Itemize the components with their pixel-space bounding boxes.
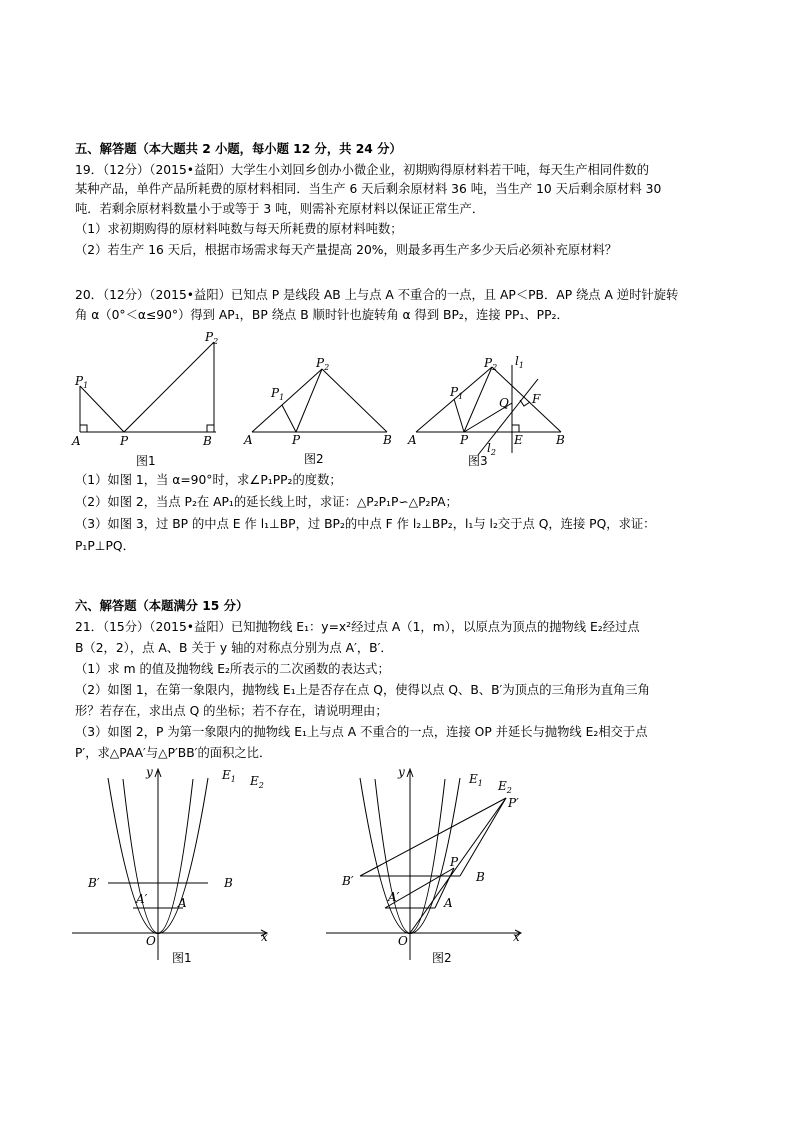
q21-fig1-label-e1: E	[222, 768, 231, 782]
q20-part-2: （2）如图 2，当点 P₂在 AP₁的延长线上时，求证：△P₂P₁P∽△P₂PA；	[75, 495, 458, 509]
q21-fig1-label-b: B	[224, 876, 233, 890]
svg-text:l2: $l_2$	[487, 441, 496, 457]
q21-fig2-label-a-prime: A′	[388, 890, 400, 904]
q21-fig1-label-a: A	[178, 896, 187, 910]
svg-text:P1: $P_1$	[450, 385, 464, 401]
section-6-title: 六、解答题（本题满分 15 分）	[75, 599, 249, 613]
fig1-caption: 图1	[136, 454, 156, 468]
q21-fig2-label-p-prime: P′	[508, 796, 519, 810]
q21-part-3: （3）如图 2，P 为第一象限内的抛物线 E₁上与点 A 不重合的一点，连接 OP 并延长与抛物线 E₂相交于点	[75, 725, 648, 739]
q19-part-1: （1）求初期购得的原材料吨数与每天所耗费的原材料吨数；	[75, 222, 403, 236]
q21-part-3-cont: P′，求△PAA′与△P′BB′的面积之比．	[75, 746, 272, 760]
svg-text:P2: $P_2$	[205, 330, 219, 346]
fig3-label-f: F	[532, 392, 541, 406]
fig1-label-b: B	[203, 434, 212, 448]
q21-fig1-label-e2: E	[250, 774, 259, 788]
svg-text:E1: $E_1$	[469, 772, 483, 788]
q20-figure-3	[406, 355, 576, 473]
q21-fig1-caption: 图1	[172, 951, 192, 965]
svg-text:l1: $l_1$	[515, 354, 524, 370]
fig1-label-p1: P	[75, 374, 84, 388]
q21-fig1-label-a-prime: A′	[136, 892, 148, 906]
q19-part-2: （2）若生产 16 天后，根据市场需求每天产量提高 20%，则最多再生产多少天后必须补充原材料？	[75, 243, 618, 257]
section-5-title: 五、解答题（本大题共 2 小题，每小题 12 分，共 24 分）	[75, 142, 402, 156]
q21-fig2-label-b: B	[476, 870, 485, 884]
fig3-caption: 图3	[468, 454, 488, 468]
q21-line-1: 21．（15分）（2015•益阳）已知抛物线 E₁：y=x²经过点 A（1，m），以原点为顶点的抛物线 E₂经过点	[75, 620, 640, 634]
fig2-label-p2: P	[316, 356, 325, 370]
q20-figure-1	[68, 328, 233, 473]
fig2-label-p: P	[292, 433, 301, 447]
q21-line-2: B（2，2），点 A、B 关于 y 轴的对称点分别为点 A′，B′．	[75, 641, 393, 655]
fig2-label-p1: P	[271, 386, 280, 400]
q21-figure-1	[68, 765, 283, 970]
q21-fig2-label-e1: E	[469, 772, 478, 786]
fig2-label-a: A	[244, 433, 253, 447]
q21-fig1-label-o: O	[146, 934, 156, 948]
svg-text:P2: $P_2$	[484, 356, 498, 372]
svg-text:P1: $P_1$	[271, 386, 285, 402]
q20-line-1: 20．（12分）（2015•益阳）已知点 P 是线段 AB 上与点 A 不重合的一点，且 AP＜PB．AP 绕点 A 逆时针旋转	[75, 288, 679, 302]
q21-fig2-label-x: x	[513, 930, 520, 944]
fig1-label-p2: P	[205, 330, 214, 344]
fig3-label-l2: l	[487, 441, 491, 455]
fig1-label-a: A	[72, 434, 81, 448]
q19-line-2: 某种产品，单件产品所耗费的原材料相同．当生产 6 天后剩余原材料 36 吨，当生产 10 天后剩余原材料 30	[75, 182, 662, 196]
q20-part-1: （1）如图 1，当 α=90°时，求∠P₁PP₂的度数；	[75, 473, 342, 487]
fig3-label-p1: P	[450, 385, 459, 399]
q21-part-1: （1）求 m 的值及抛物线 E₂所表示的二次函数的表达式；	[75, 662, 390, 676]
q21-fig1-label-x: x	[261, 930, 268, 944]
q21-fig1-label-b-prime: B′	[88, 876, 100, 890]
fig2-label-b: B	[383, 433, 392, 447]
fig3-label-e: E	[514, 433, 523, 447]
q21-fig2-label-p: P	[450, 855, 459, 869]
q21-fig2-caption: 图2	[432, 951, 452, 965]
q21-fig2-label-o: O	[398, 934, 408, 948]
q20-figure-2	[242, 355, 402, 473]
svg-text:E1: $E_1$	[222, 768, 236, 784]
fig3-label-b: B	[556, 433, 565, 447]
fig3-label-l1: l	[515, 354, 519, 368]
q20-part-3-cont: P₁P⊥PQ．	[75, 539, 135, 553]
fig2-caption: 图2	[304, 452, 324, 466]
q19-line-3: 吨．若剩余原材料数量小于或等于 3 吨，则需补充原材料以保证正常生产．	[75, 202, 485, 216]
fig3-label-p2: P	[484, 356, 493, 370]
svg-text:E2: $E_2$	[250, 774, 264, 790]
q21-fig2-label-y: y	[398, 765, 405, 779]
q21-fig2-label-a: A	[444, 896, 453, 910]
fig3-label-a: A	[408, 433, 417, 447]
svg-text:E2: $E_2$	[498, 779, 512, 795]
fig1-label-p: P	[120, 434, 129, 448]
fig3-label-p: P	[460, 433, 469, 447]
fig3-label-q: Q	[499, 396, 509, 410]
q20-part-3: （3）如图 3，过 BP 的中点 E 作 l₁⊥BP，过 BP₂的中点 F 作 l₂⊥BP₂，l₁与 l₂交于点 Q，连接 PQ，求证：	[75, 517, 656, 531]
q20-line-2: 角 α（0°＜α≤90°）得到 AP₁，BP 绕点 B 顺时针也旋转角 α 得到 BP₂，连接 PP₁、PP₂．	[75, 308, 569, 322]
q21-fig1-label-y: y	[146, 765, 153, 779]
q21-figure-2	[322, 765, 537, 970]
q21-part-2-cont: 形？若存在，求出点 Q 的坐标；若不存在，请说明理由；	[75, 704, 388, 718]
q21-part-2: （2）如图 1，在第一象限内，抛物线 E₁上是否存在点 Q，使得以点 Q、B、B′为顶点的三角形为直角三角	[75, 683, 650, 697]
q21-fig2-label-b-prime: B′	[342, 874, 354, 888]
q19-line-1: 19．（12分）（2015•益阳）大学生小刘回乡创办小微企业，初期购得原材料若干吨，每天生产相同件数的	[75, 163, 650, 177]
q21-fig2-label-e2: E	[498, 779, 507, 793]
svg-text:P1: $P_1$	[75, 374, 89, 390]
svg-text:P2: $P_2$	[316, 356, 330, 372]
